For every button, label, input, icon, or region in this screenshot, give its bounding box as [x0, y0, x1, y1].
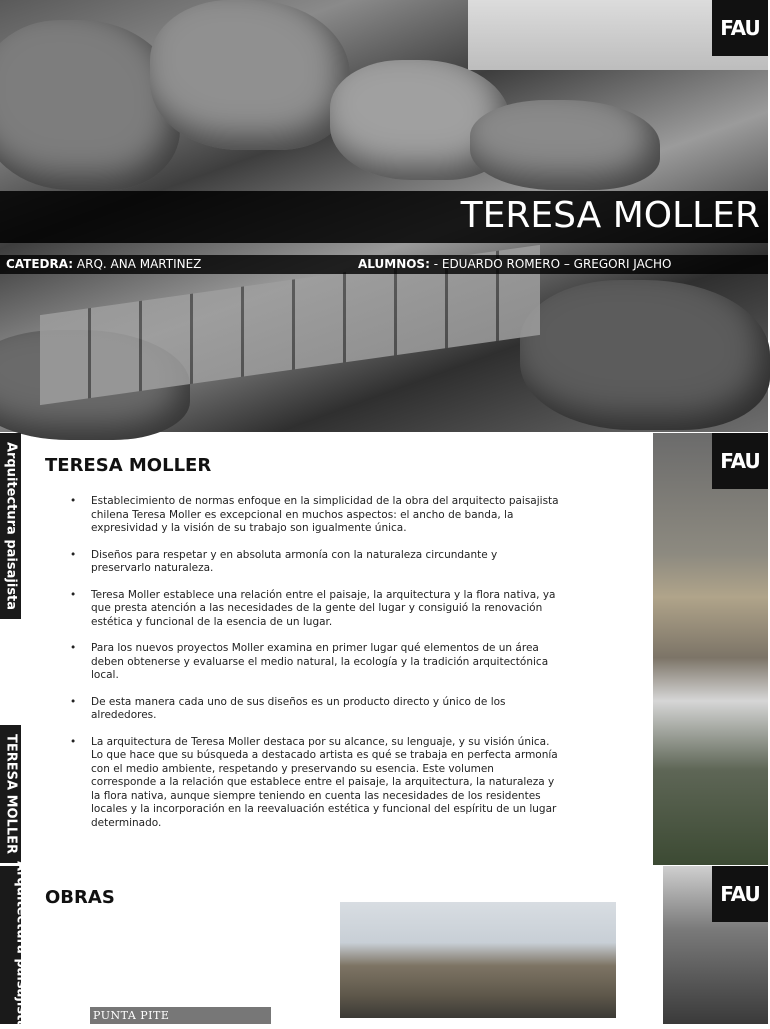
alumnos-label: ALUMNOS:: [358, 257, 430, 271]
logo: FAU: [712, 0, 768, 56]
hero-rock: [470, 100, 660, 190]
obras-title: OBRAS: [45, 887, 115, 908]
side-tab-paisajista-2: [0, 860, 29, 1029]
list-item: • Para los nuevos proyectos Moller examina en primer lugar qué elementos de un área deben obtenerse y evaluarse el medio natural, la ecología y la tradición arquitectónica local.: [70, 642, 560, 683]
alumnos-value: - EDUARDO ROMERO – GREGORI JACHO: [433, 257, 672, 271]
side-tab-teresa-moller: [0, 725, 21, 863]
side-tab-label: Arquitectura paisajista: [13, 860, 29, 1029]
section-title: TERESA MOLLER: [45, 455, 212, 476]
hero-rock: [520, 280, 770, 430]
logo: FAU: [712, 866, 768, 922]
side-tab-label: Arquitectura paisajista: [3, 441, 18, 611]
stairs-photo: [653, 433, 768, 865]
catedra-value: ARQ. ANA MARTINEZ: [76, 257, 202, 271]
obra-photo: [340, 902, 616, 1018]
bullet-list: [70, 495, 560, 843]
list-item: • La arquitectura de Teresa Moller destaca por su alcance, su lenguaje, y su visión única. Lo que hace que su búsqueda a destacado artista es qué se trabaja en perfecta armonía con el medio ambiente, respetando y preservando su esencia. Este volumen corresponde a la relación que establece entre el paisaje, la arquitectura, la naturaleza y la flora nativa, aunque siempre teniendo en cuenta las necesidades de los residentes locales y la incorporación en la reevaluación estética y funcional del espíritu de un lugar determinado.: [70, 736, 560, 831]
list-item: • Teresa Moller establece una relación entre el paisaje, la arquitectura y la flora nativa, ya que presta atención a las necesidades de la gente del lugar y consiguió la renovación estética y funcional de la esencia de un lugar.: [70, 589, 560, 630]
photo-caption: PUNTA PITE: [90, 1007, 271, 1024]
title-bar: [0, 191, 768, 243]
side-tab-paisajista: [0, 433, 21, 619]
hero-rock: [150, 0, 350, 150]
page-title: TERESA MOLLER: [460, 195, 760, 236]
catedra: [6, 255, 201, 274]
catedra-label: CATEDRA:: [6, 257, 74, 271]
list-item: • Diseños para respetar y en absoluta armonía con la naturaleza circundante y preservarlo naturaleza.: [70, 549, 560, 576]
info-bar: [0, 255, 768, 274]
logo: FAU: [712, 433, 768, 489]
list-item: • Establecimiento de normas enfoque en la simplicidad de la obra del arquitecto paisajista chilena Teresa Moller es excepcional en muchos aspectos: el ancho de banda, la expresividad y la visión de su trabajo son igualmente única.: [70, 495, 560, 536]
alumnos: [358, 255, 671, 274]
side-tab-label: TERESA MOLLER: [3, 733, 18, 855]
list-item: • De esta manera cada uno de sus diseños es un producto directo y único de los alrededores.: [70, 696, 560, 723]
